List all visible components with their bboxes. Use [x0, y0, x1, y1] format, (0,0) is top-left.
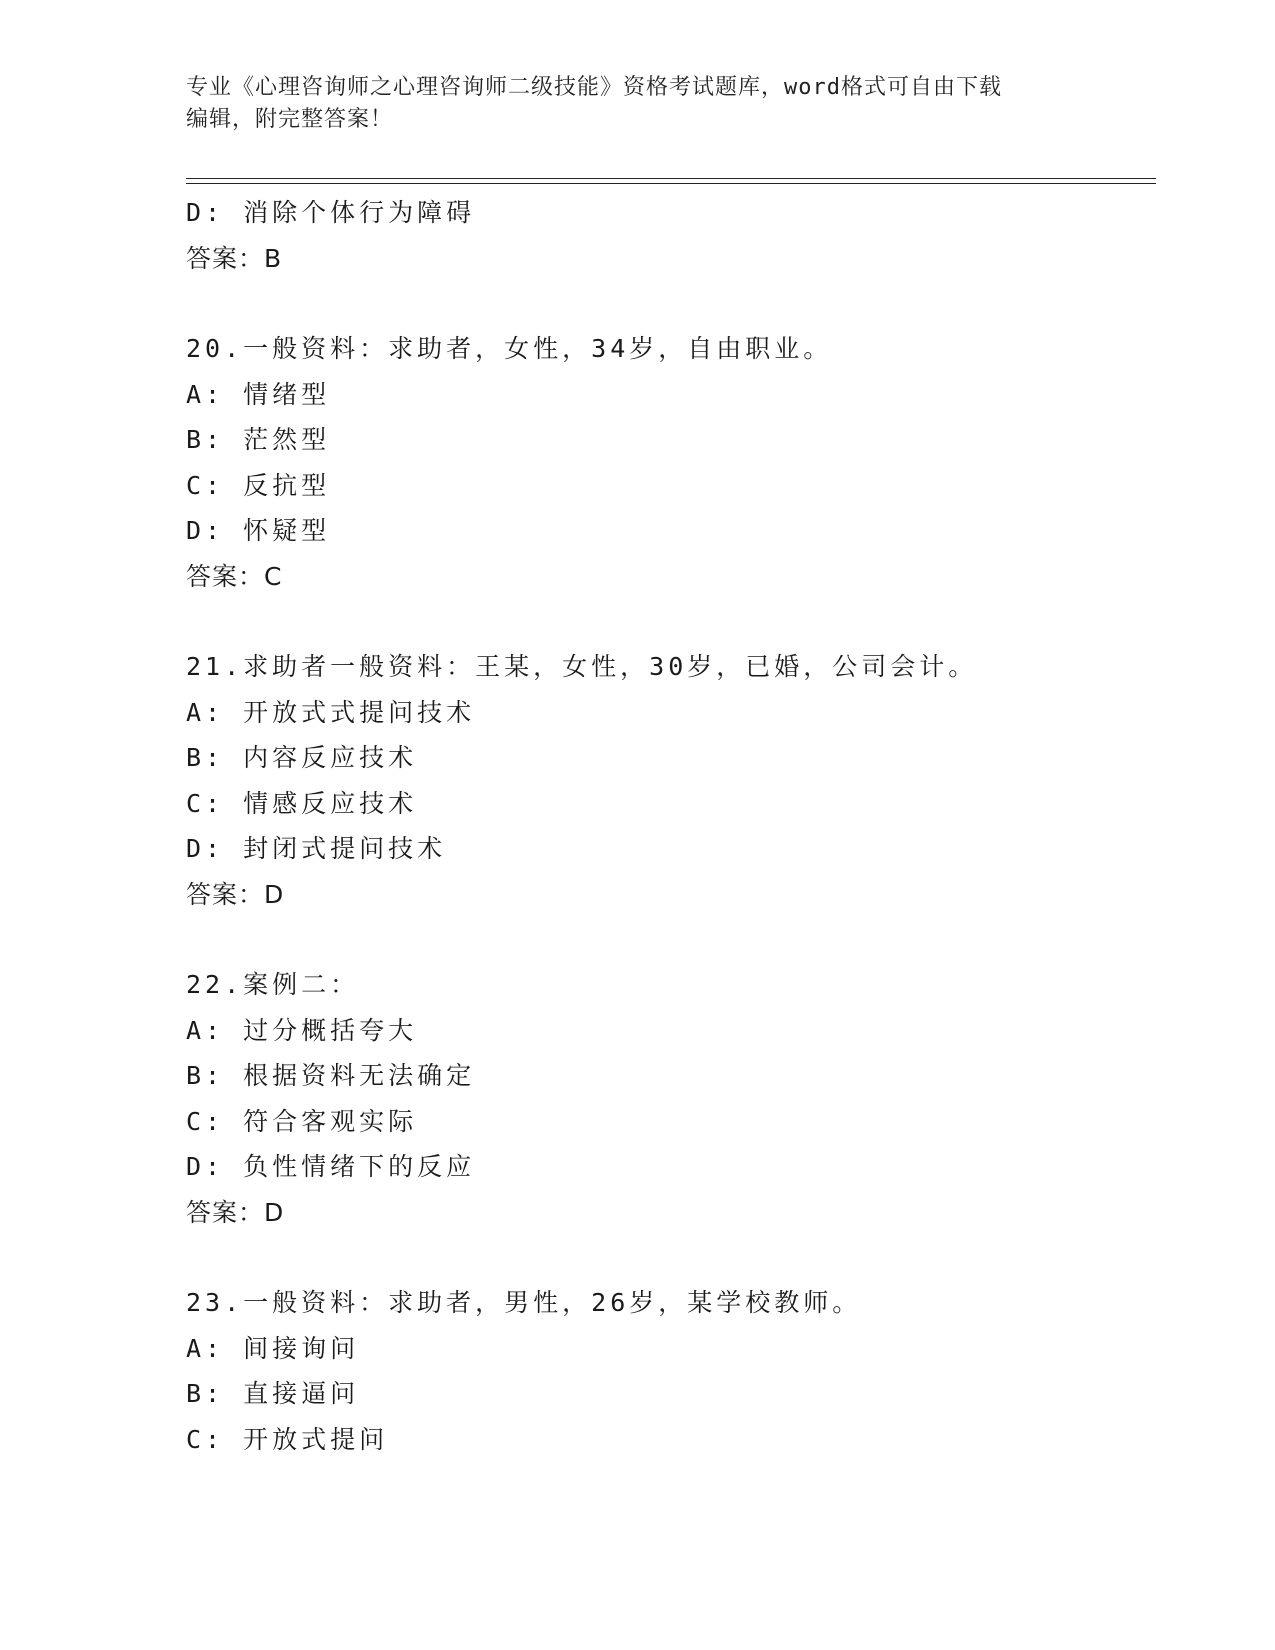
question-21: [186, 644, 1146, 917]
answer-line: 答案：D: [186, 1197, 285, 1227]
option-b: B: 根据资料无法确定: [186, 1061, 476, 1090]
option-d: D: 封闭式提问技术: [186, 834, 447, 863]
option-a: A: 开放式式提问技术: [186, 697, 476, 727]
header-line-2: 编辑，附完整答案！: [186, 107, 394, 132]
option-b: B: 直接逼问: [186, 1379, 360, 1408]
question-stem: 21.求助者一般资料：王某，女性，30岁，已婚，公司会计。: [186, 652, 978, 681]
answer-line: 答案：C: [186, 561, 283, 591]
option-c: C: 开放式提问: [186, 1424, 389, 1454]
question-stem: 22.案例二：: [186, 970, 360, 999]
header-divider-top: [186, 178, 1156, 179]
header-divider-bottom: [186, 183, 1156, 184]
option-a: A: 间接询问: [186, 1333, 360, 1363]
option-a: A: 情绪型: [186, 379, 331, 409]
answer-line: 答案：B: [186, 243, 283, 273]
option-d: D: 负性情绪下的反应: [186, 1152, 476, 1181]
option-b: B: 茫然型: [186, 425, 331, 454]
option-d: D: 怀疑型: [186, 516, 331, 545]
question-stem: 23.一般资料：求助者，男性，26岁，某学校教师。: [186, 1288, 862, 1317]
question-list: [186, 190, 1146, 1462]
answer-line: 答案：D: [186, 879, 285, 909]
question-23: [186, 1280, 1146, 1462]
question-20: [186, 326, 1146, 599]
option-c: C: 符合客观实际: [186, 1106, 418, 1136]
header-line-1: 专业《心理咨询师之心理咨询师二级技能》资格考试题库，word格式可自由下载: [186, 75, 1002, 100]
option-c: C: 反抗型: [186, 470, 331, 500]
question-stem: 20.一般资料：求助者，女性，34岁，自由职业。: [186, 334, 833, 363]
option-d: D: 消除个体行为障碍: [186, 198, 476, 227]
option-c: C: 情感反应技术: [186, 788, 418, 818]
option-b: B: 内容反应技术: [186, 743, 418, 772]
document-header: [186, 72, 1086, 136]
question-22: [186, 962, 1146, 1235]
option-a: A: 过分概括夸大: [186, 1015, 418, 1045]
